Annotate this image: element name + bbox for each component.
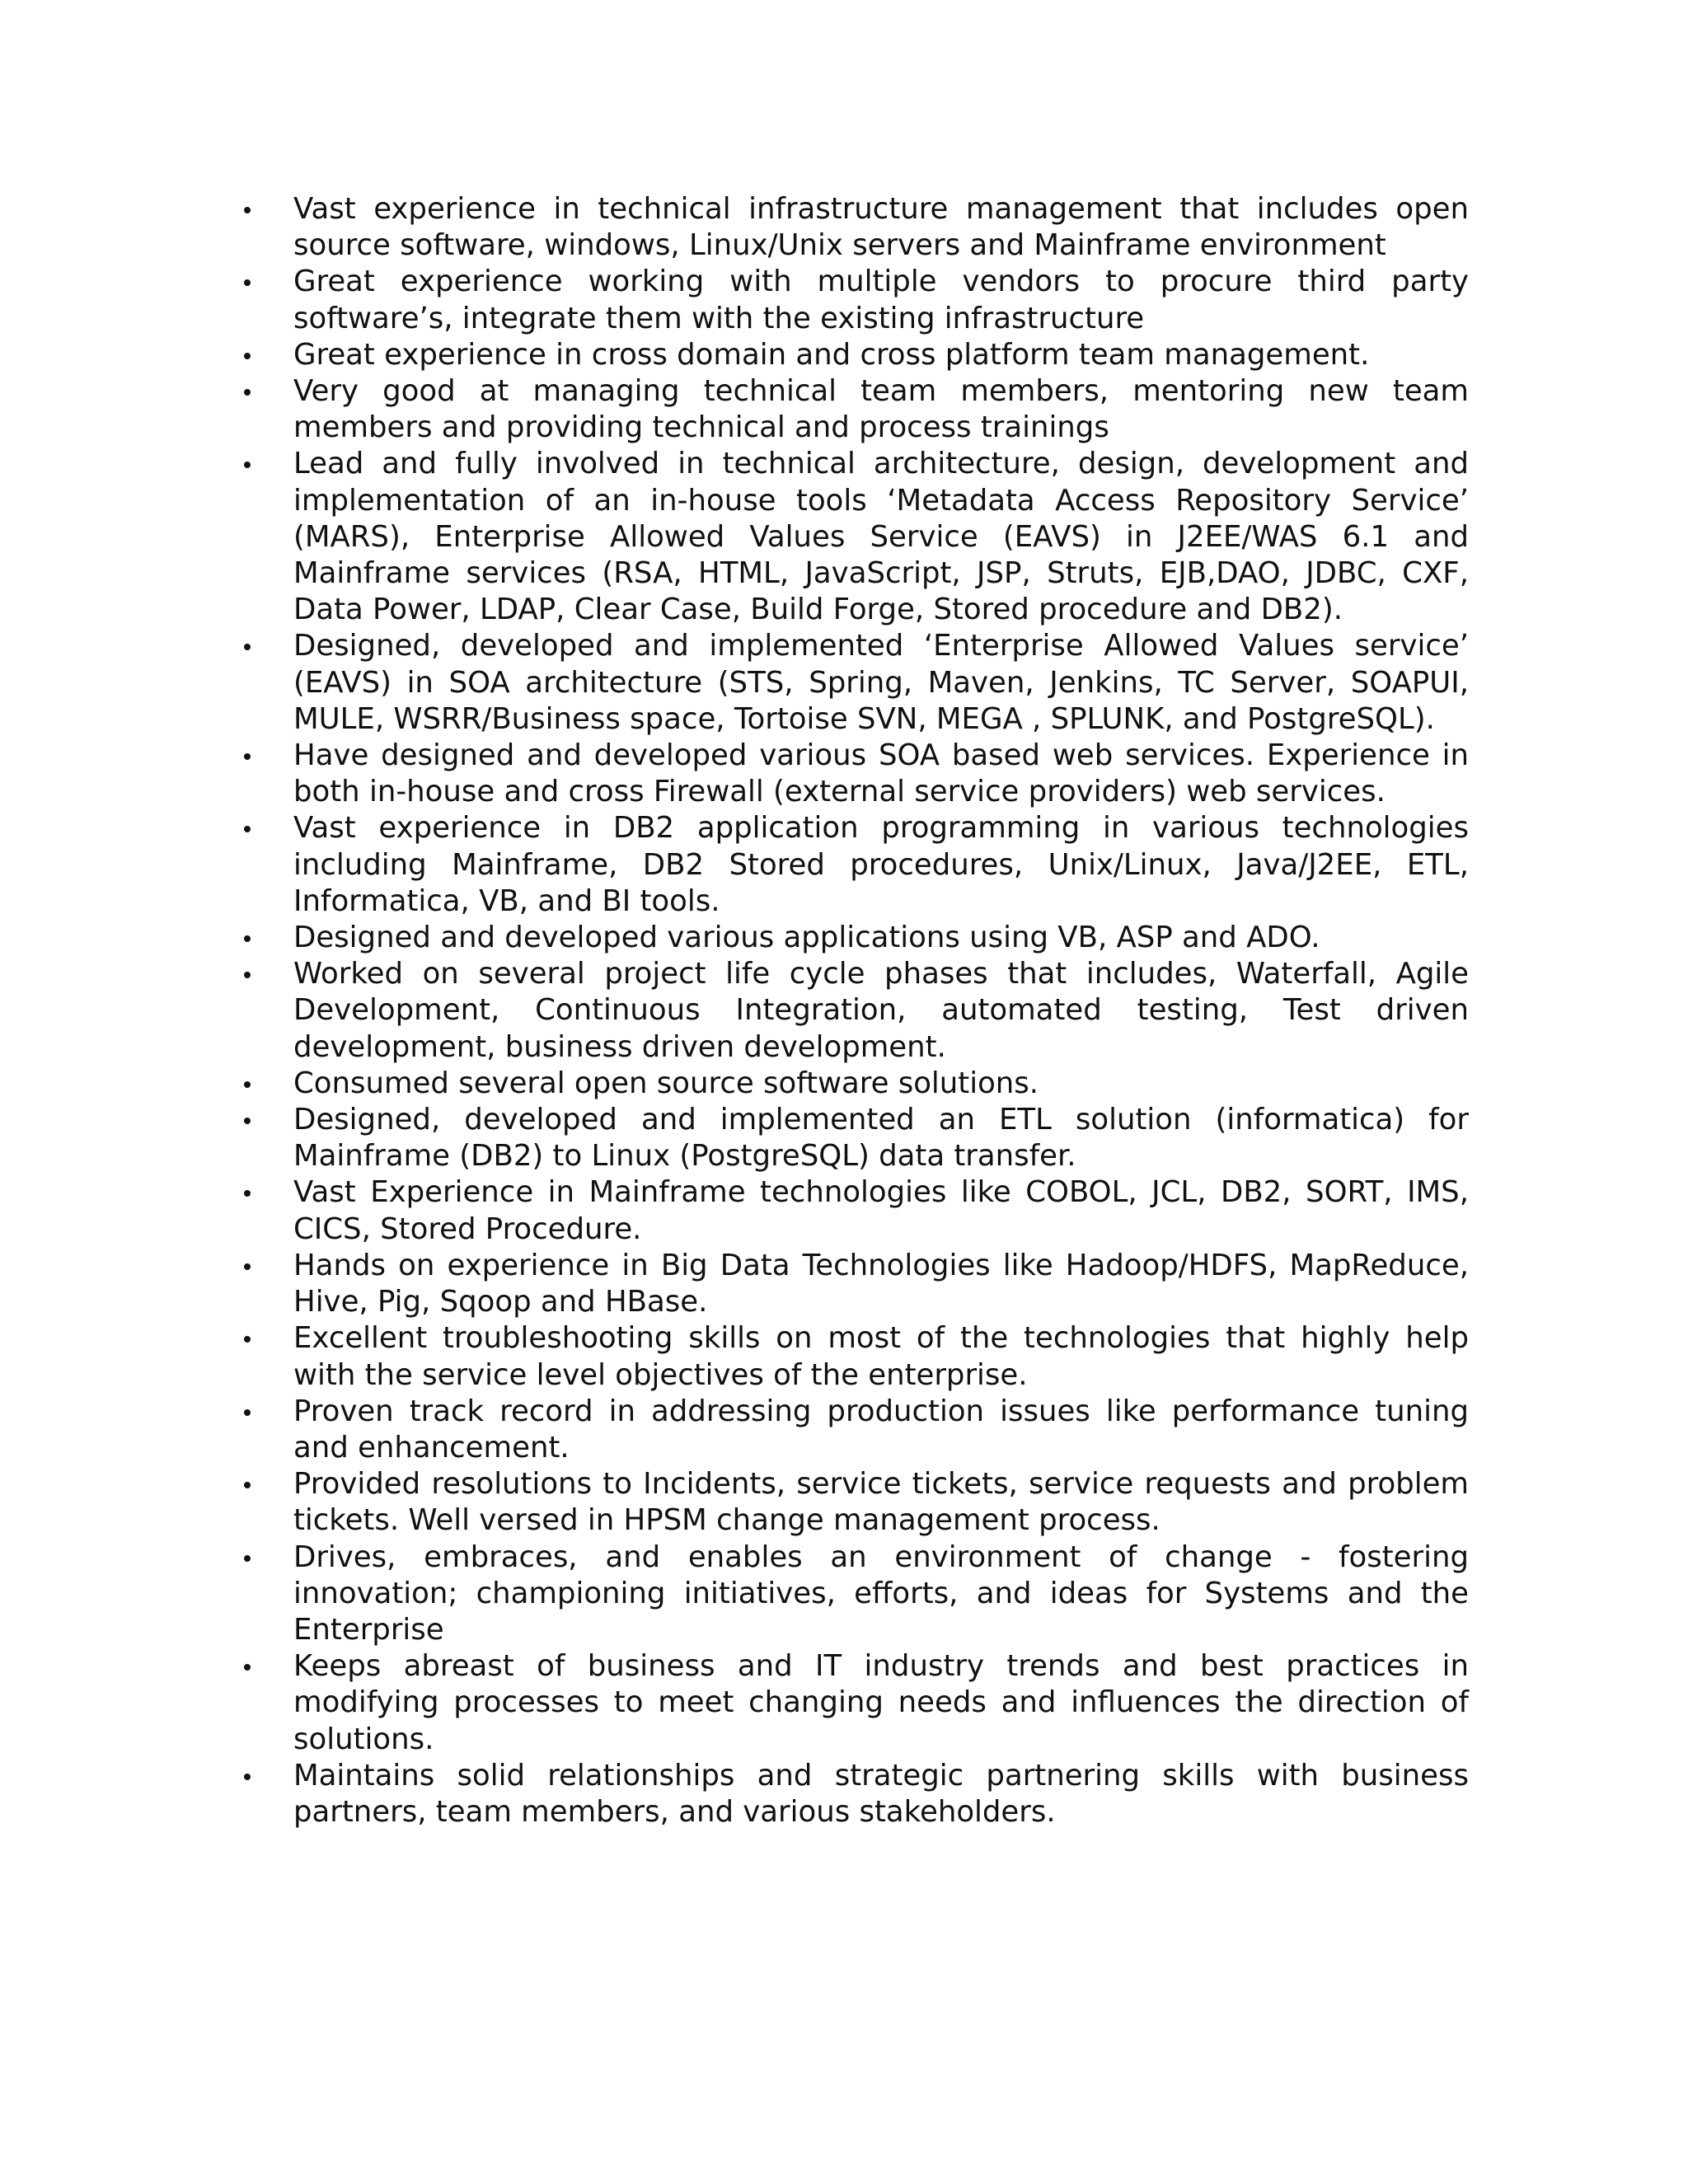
list-item	[244, 1102, 1469, 1174]
bullet-icon	[244, 1555, 251, 1562]
list-item	[244, 264, 1469, 336]
bullet-icon	[244, 1409, 251, 1416]
list-item-text: Vast Experience in Mainframe technologies like COBOL, JCL, DB2, SORT, IMS, CICS, Stored Procedure.	[293, 1175, 1469, 1246]
bullet-icon	[244, 972, 251, 978]
list-item	[244, 1320, 1469, 1393]
bullet-icon	[244, 389, 251, 396]
list-item-text: Proven track record in addressing production issues like performance tuning and enhancement.	[293, 1394, 1469, 1465]
list-item	[244, 1174, 1469, 1247]
list-item	[244, 1758, 1469, 1830]
list-item	[244, 373, 1469, 446]
bullet-icon	[244, 462, 251, 468]
bullet-icon	[244, 1664, 251, 1671]
list-item-text: Vast experience in DB2 application programming in various technologies including Mainframe, DB2 Stored procedures, Unix/Linux, Java/J2EE, ETL, Informatica, VB, and BI tools.	[293, 811, 1469, 918]
list-item	[244, 628, 1469, 738]
list-item	[244, 191, 1469, 264]
list-item	[244, 446, 1469, 628]
bullet-icon	[244, 1190, 251, 1197]
list-item-text: Designed and developed various applications using VB, ASP and ADO.	[293, 921, 1320, 955]
experience-bullet-list	[244, 191, 1469, 1830]
bullet-icon	[244, 279, 251, 286]
list-item-text: Have designed and developed various SOA based web services. Experience in both in-house and cross Firewall (external service providers) web services.	[293, 738, 1469, 809]
bullet-icon	[244, 826, 251, 832]
bullet-icon	[244, 1482, 251, 1488]
list-item	[244, 1394, 1469, 1466]
list-item-text: Maintains solid relationships and strategic partnering skills with business partners, team members, and various stakeholders.	[293, 1758, 1469, 1829]
list-item	[244, 1540, 1469, 1649]
bullet-icon	[244, 207, 251, 213]
list-item	[244, 738, 1469, 810]
bullet-icon	[244, 644, 251, 650]
list-item-text: Keeps abreast of business and IT industry trends and best practices in modifying processes to meet changing needs and influences the direction of solutions.	[293, 1649, 1469, 1756]
list-item-text: Great experience working with multiple vendors to procure third party software’s, integrate them with the existing infrastructure	[293, 265, 1469, 335]
bullet-icon	[244, 753, 251, 760]
list-item-text: Drives, embraces, and enables an environment of change - fostering innovation; championing initiatives, efforts, and ideas for Systems and the Enterprise	[293, 1540, 1469, 1647]
list-item-text: Lead and fully involved in technical architecture, design, development and implementation of an in-house tools ‘Metadata Access Repository Service’ (MARS), Enterprise Allowed Values Service (EAVS) in J2EE/WAS 6.1 and Mainframe services (RSA, HTML, JavaScript, JSP, Struts, EJB,DAO, JDBC, CXF, Data Power, LDAP, Clear Case, Build Forge, Stored procedure and DB2).	[293, 447, 1469, 627]
list-item-text: Great experience in cross domain and cross platform team management.	[293, 337, 1370, 372]
bullet-icon	[244, 1118, 251, 1124]
list-item-text: Worked on several project life cycle phases that includes, Waterfall, Agile Development, Continuous Integration, automated testing, Test driven development, business driven development.	[293, 957, 1469, 1064]
bullet-icon	[244, 1774, 251, 1780]
list-item-text: Provided resolutions to Incidents, service tickets, service requests and problem tickets. Well versed in HPSM change management process.	[293, 1467, 1469, 1538]
list-item	[244, 810, 1469, 920]
list-item-text: Excellent troubleshooting skills on most of the technologies that highly help with the service level objectives of the enterprise.	[293, 1321, 1469, 1392]
list-item-text: Designed, developed and implemented ‘Enterprise Allowed Values service’ (EAVS) in SOA architecture (STS, Spring, Maven, Jenkins, TC Server, SOAPUI, MULE, WSRR/Business space, Tortoise SVN, MEGA , SPLUNK, and PostgreSQL).	[293, 629, 1469, 736]
list-item	[244, 1648, 1469, 1758]
list-item-text: Consumed several open source software solutions.	[293, 1066, 1039, 1100]
list-item-text: Hands on experience in Big Data Technologies like Hadoop/HDFS, MapReduce, Hive, Pig, Sqoop and HBase.	[293, 1248, 1469, 1319]
list-item	[244, 337, 1469, 373]
bullet-icon	[244, 353, 251, 359]
bullet-icon	[244, 935, 251, 942]
bullet-icon	[244, 1263, 251, 1270]
list-item	[244, 956, 1469, 1066]
list-item	[244, 1066, 1469, 1102]
bullet-icon	[244, 1081, 251, 1088]
list-item	[244, 1466, 1469, 1539]
list-item-text: Vast experience in technical infrastructure management that includes open source software, windows, Linux/Unix servers and Mainframe environment	[293, 192, 1469, 263]
list-item	[244, 1248, 1469, 1320]
list-item-text: Very good at managing technical team members, mentoring new team members and providing technical and process trainings	[293, 374, 1469, 445]
list-item-text: Designed, developed and implemented an ETL solution (informatica) for Mainframe (DB2) to Linux (PostgreSQL) data transfer.	[293, 1103, 1469, 1174]
list-item	[244, 920, 1469, 956]
bullet-icon	[244, 1336, 251, 1343]
